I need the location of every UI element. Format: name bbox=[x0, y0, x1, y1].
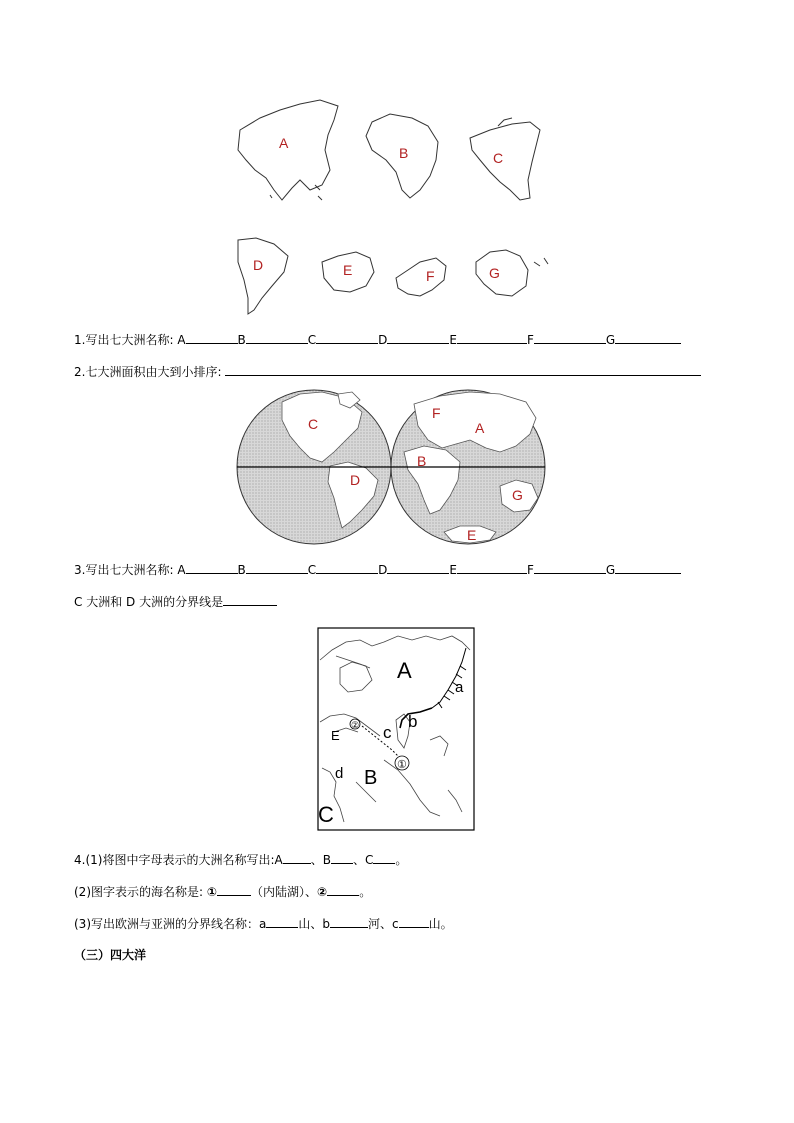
answer-blank-continent-b[interactable] bbox=[331, 851, 353, 864]
fig2-label-a: A bbox=[475, 420, 485, 436]
answer-blank-sea-1[interactable] bbox=[217, 883, 251, 896]
fig3-label-sea-1: ① bbox=[397, 759, 407, 771]
fig3-label-c-continent: C bbox=[318, 802, 334, 827]
question-3: 3.写出七大洲名称: A B C D E F G bbox=[74, 561, 681, 578]
fig2-label-f: F bbox=[432, 405, 441, 421]
fig1-label-a: A bbox=[279, 135, 289, 151]
answer-blank-boundary-a[interactable] bbox=[266, 915, 298, 928]
fig2-label-b: B bbox=[417, 453, 427, 469]
question-3-boundary: C 大洲和 D 大洲的分界线是 bbox=[74, 593, 277, 610]
fig3-label-b-continent: B bbox=[364, 767, 378, 789]
fig1-label-f: F bbox=[426, 268, 435, 284]
fig3-label-sea-2: ② bbox=[351, 720, 360, 730]
fig1-label-d: D bbox=[253, 257, 264, 273]
fig3-label-b-river: b bbox=[408, 712, 418, 731]
fig2-label-d: D bbox=[350, 472, 361, 488]
fig3-label-c-mountain: c bbox=[383, 723, 392, 742]
fig1-label-c: C bbox=[493, 150, 504, 166]
question-4-part-2: (2)图字表示的海名称是: ① （内陆湖）、② 。 bbox=[74, 885, 372, 899]
section-heading: （三）四大洋 bbox=[74, 948, 147, 962]
fig2-label-e: E bbox=[467, 527, 477, 543]
answer-blank-continent-c[interactable] bbox=[373, 851, 395, 864]
question-1: 1.写出七大洲名称: A B C D E F G bbox=[74, 331, 681, 348]
fig1-label-b: B bbox=[399, 145, 409, 161]
fig2-label-g: G bbox=[512, 487, 523, 503]
fig3-label-e: E bbox=[331, 728, 340, 743]
fig3-label-a-continent: A bbox=[397, 658, 412, 683]
answer-blank-boundary-b[interactable] bbox=[330, 915, 368, 928]
answer-blank-sea-2[interactable] bbox=[327, 883, 359, 896]
map-frame bbox=[318, 628, 474, 830]
answer-blank-boundary-c[interactable] bbox=[399, 915, 429, 928]
fig1-label-g: G bbox=[489, 265, 500, 281]
question-4-part-3: (3)写出欧洲与亚洲的分界线名称：a 山、b 河、c 山。 bbox=[74, 917, 453, 931]
fig2-label-c: C bbox=[308, 416, 319, 432]
answer-blank-continent-a[interactable] bbox=[283, 851, 311, 864]
fig1-label-e: E bbox=[343, 262, 353, 278]
fig3-label-d: d bbox=[335, 765, 344, 782]
question-4-part-1: 4.(1)将图中字母表示的大洲名称写出:A 、B 、C 。 bbox=[74, 853, 408, 867]
fig3-label-a-mountain: a bbox=[455, 679, 464, 696]
question-2: 2.七大洲面积由大到小排序: bbox=[74, 363, 701, 380]
